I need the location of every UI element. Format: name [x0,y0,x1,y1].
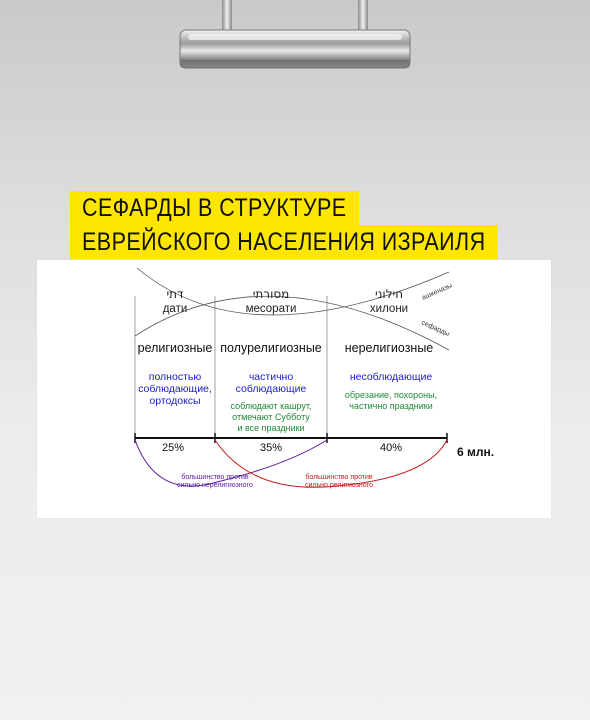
col2-percent: 35% [259,442,283,454]
col2-detail-2: отмечают Субботу [232,412,310,422]
col1-observance-1: полностью [148,371,202,383]
total-population: 6 млн. [457,445,495,459]
col3-detail-1: обрезание, похороны, [344,390,438,400]
purple-note-2: сильно нерелигиозного [177,482,253,489]
title-line-1: СЕФАРДЫ В СТРУКТУРЕ [70,191,359,225]
red-note-1: большинство против [305,474,373,481]
col2-category: полурелигиозные [220,341,322,355]
sephardim-label: сефарды [420,319,451,338]
col2-translit: месорати [245,303,297,315]
col2-observance-2: соблюдающие [235,383,307,395]
col1-observance-2: соблюдающие, [138,383,212,395]
col2-detail-3: и все праздники [237,423,305,433]
col2-hebrew: מסורתי [252,287,290,301]
col1-percent: 25% [161,442,185,454]
col1-observance-3: ортодоксы [149,395,201,407]
col3-observance-1: несоблюдающие [349,371,433,383]
diagram-svg [37,260,551,518]
col3-percent: 40% [379,442,403,454]
title-line-2: ЕВРЕЙСКОГО НАСЕЛЕНИЯ ИЗРАИЛЯ [70,225,498,259]
col3-translit: хилони [369,303,409,315]
col1-category: религиозные [137,341,213,355]
col3-hebrew: חילוני [374,287,404,301]
col3-detail-2: частично праздники [349,401,433,411]
red-note-2: сильно религиозного [305,482,373,489]
diagram-card [37,260,551,518]
col2-observance-1: частично [248,371,294,383]
purple-note-1: большинство против [181,474,249,481]
binder-clip [170,0,420,72]
col2-detail-1: соблюдают кашрут, [230,401,312,411]
col1-hebrew: דתי [166,287,184,301]
col3-category: нерелигиозные [344,341,434,355]
col1-translit: дати [162,303,188,315]
ashkenazim-label: ашкеназы [420,282,454,302]
